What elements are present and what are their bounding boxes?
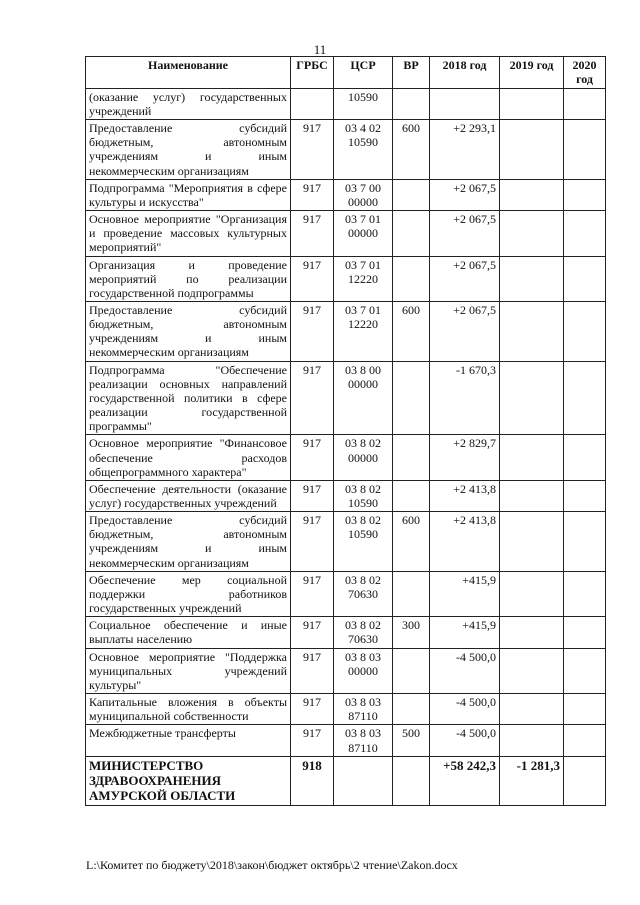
cell-name: Обеспечение мер социальной поддержки работников государственных учреждений bbox=[86, 571, 291, 616]
cell-name: Основное мероприятие "Организация и проведение массовых культурных мероприятий" bbox=[86, 211, 291, 256]
col-header-grbs: ГРБС bbox=[291, 57, 334, 89]
cell-y2018: +2 067,5 bbox=[430, 179, 500, 210]
cell-vr: 600 bbox=[393, 120, 430, 180]
col-header-csr: ЦСР bbox=[334, 57, 393, 89]
cell-y2018: +58 242,3 bbox=[430, 756, 500, 805]
cell-y2020 bbox=[564, 435, 606, 480]
cell-vr bbox=[393, 480, 430, 511]
col-header-name: Наименование bbox=[86, 57, 291, 89]
budget-table bbox=[85, 56, 606, 806]
cell-csr: 03 7 01 12220 bbox=[334, 301, 393, 361]
cell-y2018: +2 413,8 bbox=[430, 512, 500, 572]
cell-csr: 03 8 02 10590 bbox=[334, 512, 393, 572]
cell-y2019 bbox=[500, 211, 564, 256]
cell-csr: 03 8 03 00000 bbox=[334, 648, 393, 693]
cell-csr: 03 8 02 70630 bbox=[334, 617, 393, 648]
cell-y2020 bbox=[564, 725, 606, 756]
cell-csr: 03 8 03 87110 bbox=[334, 725, 393, 756]
cell-y2020 bbox=[564, 617, 606, 648]
cell-csr: 03 7 01 12220 bbox=[334, 256, 393, 301]
cell-y2018: -1 670,3 bbox=[430, 361, 500, 435]
cell-y2018: +2 067,5 bbox=[430, 301, 500, 361]
cell-vr bbox=[393, 435, 430, 480]
cell-name: Основное мероприятие "Поддержка муниципальных учреждений культуры" bbox=[86, 648, 291, 693]
cell-y2019 bbox=[500, 617, 564, 648]
cell-name: Капитальные вложения в объекты муниципальной собственности bbox=[86, 694, 291, 725]
table-row bbox=[86, 725, 606, 756]
cell-vr bbox=[393, 694, 430, 725]
cell-y2019 bbox=[500, 179, 564, 210]
cell-y2018: +2 067,5 bbox=[430, 211, 500, 256]
cell-y2018: +2 293,1 bbox=[430, 120, 500, 180]
cell-y2018: +415,9 bbox=[430, 617, 500, 648]
cell-y2020 bbox=[564, 480, 606, 511]
cell-y2019 bbox=[500, 725, 564, 756]
cell-vr bbox=[393, 648, 430, 693]
cell-csr: 03 8 03 87110 bbox=[334, 694, 393, 725]
cell-y2020 bbox=[564, 120, 606, 180]
cell-y2019 bbox=[500, 256, 564, 301]
table-row bbox=[86, 256, 606, 301]
file-path-footer: L:\Комитет по бюджету\2018\закон\бюджет октябрь\2 чтение\Zakon.docx bbox=[86, 858, 458, 872]
table-row bbox=[86, 301, 606, 361]
cell-name: (оказание услуг) государственных учреждений bbox=[86, 88, 291, 119]
col-header-2019: 2019 год bbox=[500, 57, 564, 89]
cell-grbs: 917 bbox=[291, 571, 334, 616]
table-row bbox=[86, 88, 606, 119]
col-header-2020: 2020 год bbox=[564, 57, 606, 89]
cell-y2020 bbox=[564, 301, 606, 361]
table-row bbox=[86, 648, 606, 693]
cell-name: Предоставление субсидий бюджетным, автономным учреждениям и иным некоммерческим организациям bbox=[86, 301, 291, 361]
cell-grbs bbox=[291, 88, 334, 119]
cell-y2019 bbox=[500, 361, 564, 435]
table-row bbox=[86, 179, 606, 210]
cell-y2020 bbox=[564, 648, 606, 693]
cell-csr: 10590 bbox=[334, 88, 393, 119]
cell-name: Подпрограмма "Обеспечение реализации основных направлений государственной политики в сфере реализации государственной программы" bbox=[86, 361, 291, 435]
cell-y2020 bbox=[564, 694, 606, 725]
cell-csr: 03 8 00 00000 bbox=[334, 361, 393, 435]
table-row bbox=[86, 480, 606, 511]
cell-y2019 bbox=[500, 88, 564, 119]
cell-grbs: 917 bbox=[291, 120, 334, 180]
cell-csr: 03 4 02 10590 bbox=[334, 120, 393, 180]
cell-y2018: -4 500,0 bbox=[430, 648, 500, 693]
table-row bbox=[86, 120, 606, 180]
cell-y2018: +2 829,7 bbox=[430, 435, 500, 480]
table-row bbox=[86, 512, 606, 572]
cell-y2018: +415,9 bbox=[430, 571, 500, 616]
cell-y2020 bbox=[564, 88, 606, 119]
cell-y2020 bbox=[564, 211, 606, 256]
cell-grbs: 918 bbox=[291, 756, 334, 805]
cell-grbs: 917 bbox=[291, 725, 334, 756]
cell-vr: 500 bbox=[393, 725, 430, 756]
table-row bbox=[86, 617, 606, 648]
cell-name: Основное мероприятие "Финансовое обеспечение расходов общепрограммного характера" bbox=[86, 435, 291, 480]
cell-grbs: 917 bbox=[291, 648, 334, 693]
cell-y2020 bbox=[564, 756, 606, 805]
cell-name: Социальное обеспечение и иные выплаты населению bbox=[86, 617, 291, 648]
cell-vr bbox=[393, 179, 430, 210]
table-row bbox=[86, 694, 606, 725]
cell-y2018: -4 500,0 bbox=[430, 725, 500, 756]
cell-name: Обеспечение деятельности (оказание услуг) государственных учреждений bbox=[86, 480, 291, 511]
cell-y2020 bbox=[564, 512, 606, 572]
table-row bbox=[86, 571, 606, 616]
cell-y2019 bbox=[500, 571, 564, 616]
cell-name: МИНИСТЕРСТВО ЗДРАВООХРАНЕНИЯ АМУРСКОЙ ОБЛАСТИ bbox=[86, 756, 291, 805]
cell-y2019 bbox=[500, 435, 564, 480]
table-row bbox=[86, 211, 606, 256]
cell-csr: 03 8 02 10590 bbox=[334, 480, 393, 511]
cell-name: Межбюджетные трансферты bbox=[86, 725, 291, 756]
cell-name: Организация и проведение мероприятий по реализации государственной подпрограммы bbox=[86, 256, 291, 301]
cell-vr: 300 bbox=[393, 617, 430, 648]
cell-vr bbox=[393, 256, 430, 301]
cell-vr bbox=[393, 361, 430, 435]
cell-vr bbox=[393, 756, 430, 805]
table-body bbox=[86, 88, 606, 805]
col-header-vr: ВР bbox=[393, 57, 430, 89]
cell-y2018: -4 500,0 bbox=[430, 694, 500, 725]
cell-vr bbox=[393, 571, 430, 616]
cell-y2018: +2 413,8 bbox=[430, 480, 500, 511]
cell-csr: 03 7 00 00000 bbox=[334, 179, 393, 210]
cell-y2019 bbox=[500, 648, 564, 693]
table-row bbox=[86, 361, 606, 435]
table-row bbox=[86, 756, 606, 805]
col-header-2018: 2018 год bbox=[430, 57, 500, 89]
cell-name: Предоставление субсидий бюджетным, автономным учреждениям и иным некоммерческим организациям bbox=[86, 512, 291, 572]
cell-grbs: 917 bbox=[291, 361, 334, 435]
cell-grbs: 917 bbox=[291, 617, 334, 648]
cell-csr bbox=[334, 756, 393, 805]
cell-grbs: 917 bbox=[291, 512, 334, 572]
cell-grbs: 917 bbox=[291, 179, 334, 210]
cell-grbs: 917 bbox=[291, 256, 334, 301]
cell-vr: 600 bbox=[393, 512, 430, 572]
cell-y2019 bbox=[500, 301, 564, 361]
cell-y2019 bbox=[500, 480, 564, 511]
page-number: 11 bbox=[313, 42, 327, 57]
cell-grbs: 917 bbox=[291, 480, 334, 511]
cell-y2020 bbox=[564, 179, 606, 210]
cell-vr: 600 bbox=[393, 301, 430, 361]
table-header-row bbox=[86, 57, 606, 89]
cell-y2019: -1 281,3 bbox=[500, 756, 564, 805]
cell-grbs: 917 bbox=[291, 301, 334, 361]
cell-y2020 bbox=[564, 256, 606, 301]
cell-name: Предоставление субсидий бюджетным, автономным учреждениям и иным некоммерческим организациям bbox=[86, 120, 291, 180]
table-row bbox=[86, 435, 606, 480]
cell-y2020 bbox=[564, 361, 606, 435]
cell-y2018 bbox=[430, 88, 500, 119]
cell-y2019 bbox=[500, 512, 564, 572]
cell-name: Подпрограмма "Мероприятия в сфере культуры и искусства" bbox=[86, 179, 291, 210]
cell-y2020 bbox=[564, 571, 606, 616]
cell-vr bbox=[393, 88, 430, 119]
cell-y2019 bbox=[500, 120, 564, 180]
cell-grbs: 917 bbox=[291, 211, 334, 256]
cell-grbs: 917 bbox=[291, 435, 334, 480]
cell-csr: 03 8 02 00000 bbox=[334, 435, 393, 480]
cell-grbs: 917 bbox=[291, 694, 334, 725]
cell-y2019 bbox=[500, 694, 564, 725]
cell-vr bbox=[393, 211, 430, 256]
cell-csr: 03 7 01 00000 bbox=[334, 211, 393, 256]
cell-csr: 03 8 02 70630 bbox=[334, 571, 393, 616]
cell-y2018: +2 067,5 bbox=[430, 256, 500, 301]
